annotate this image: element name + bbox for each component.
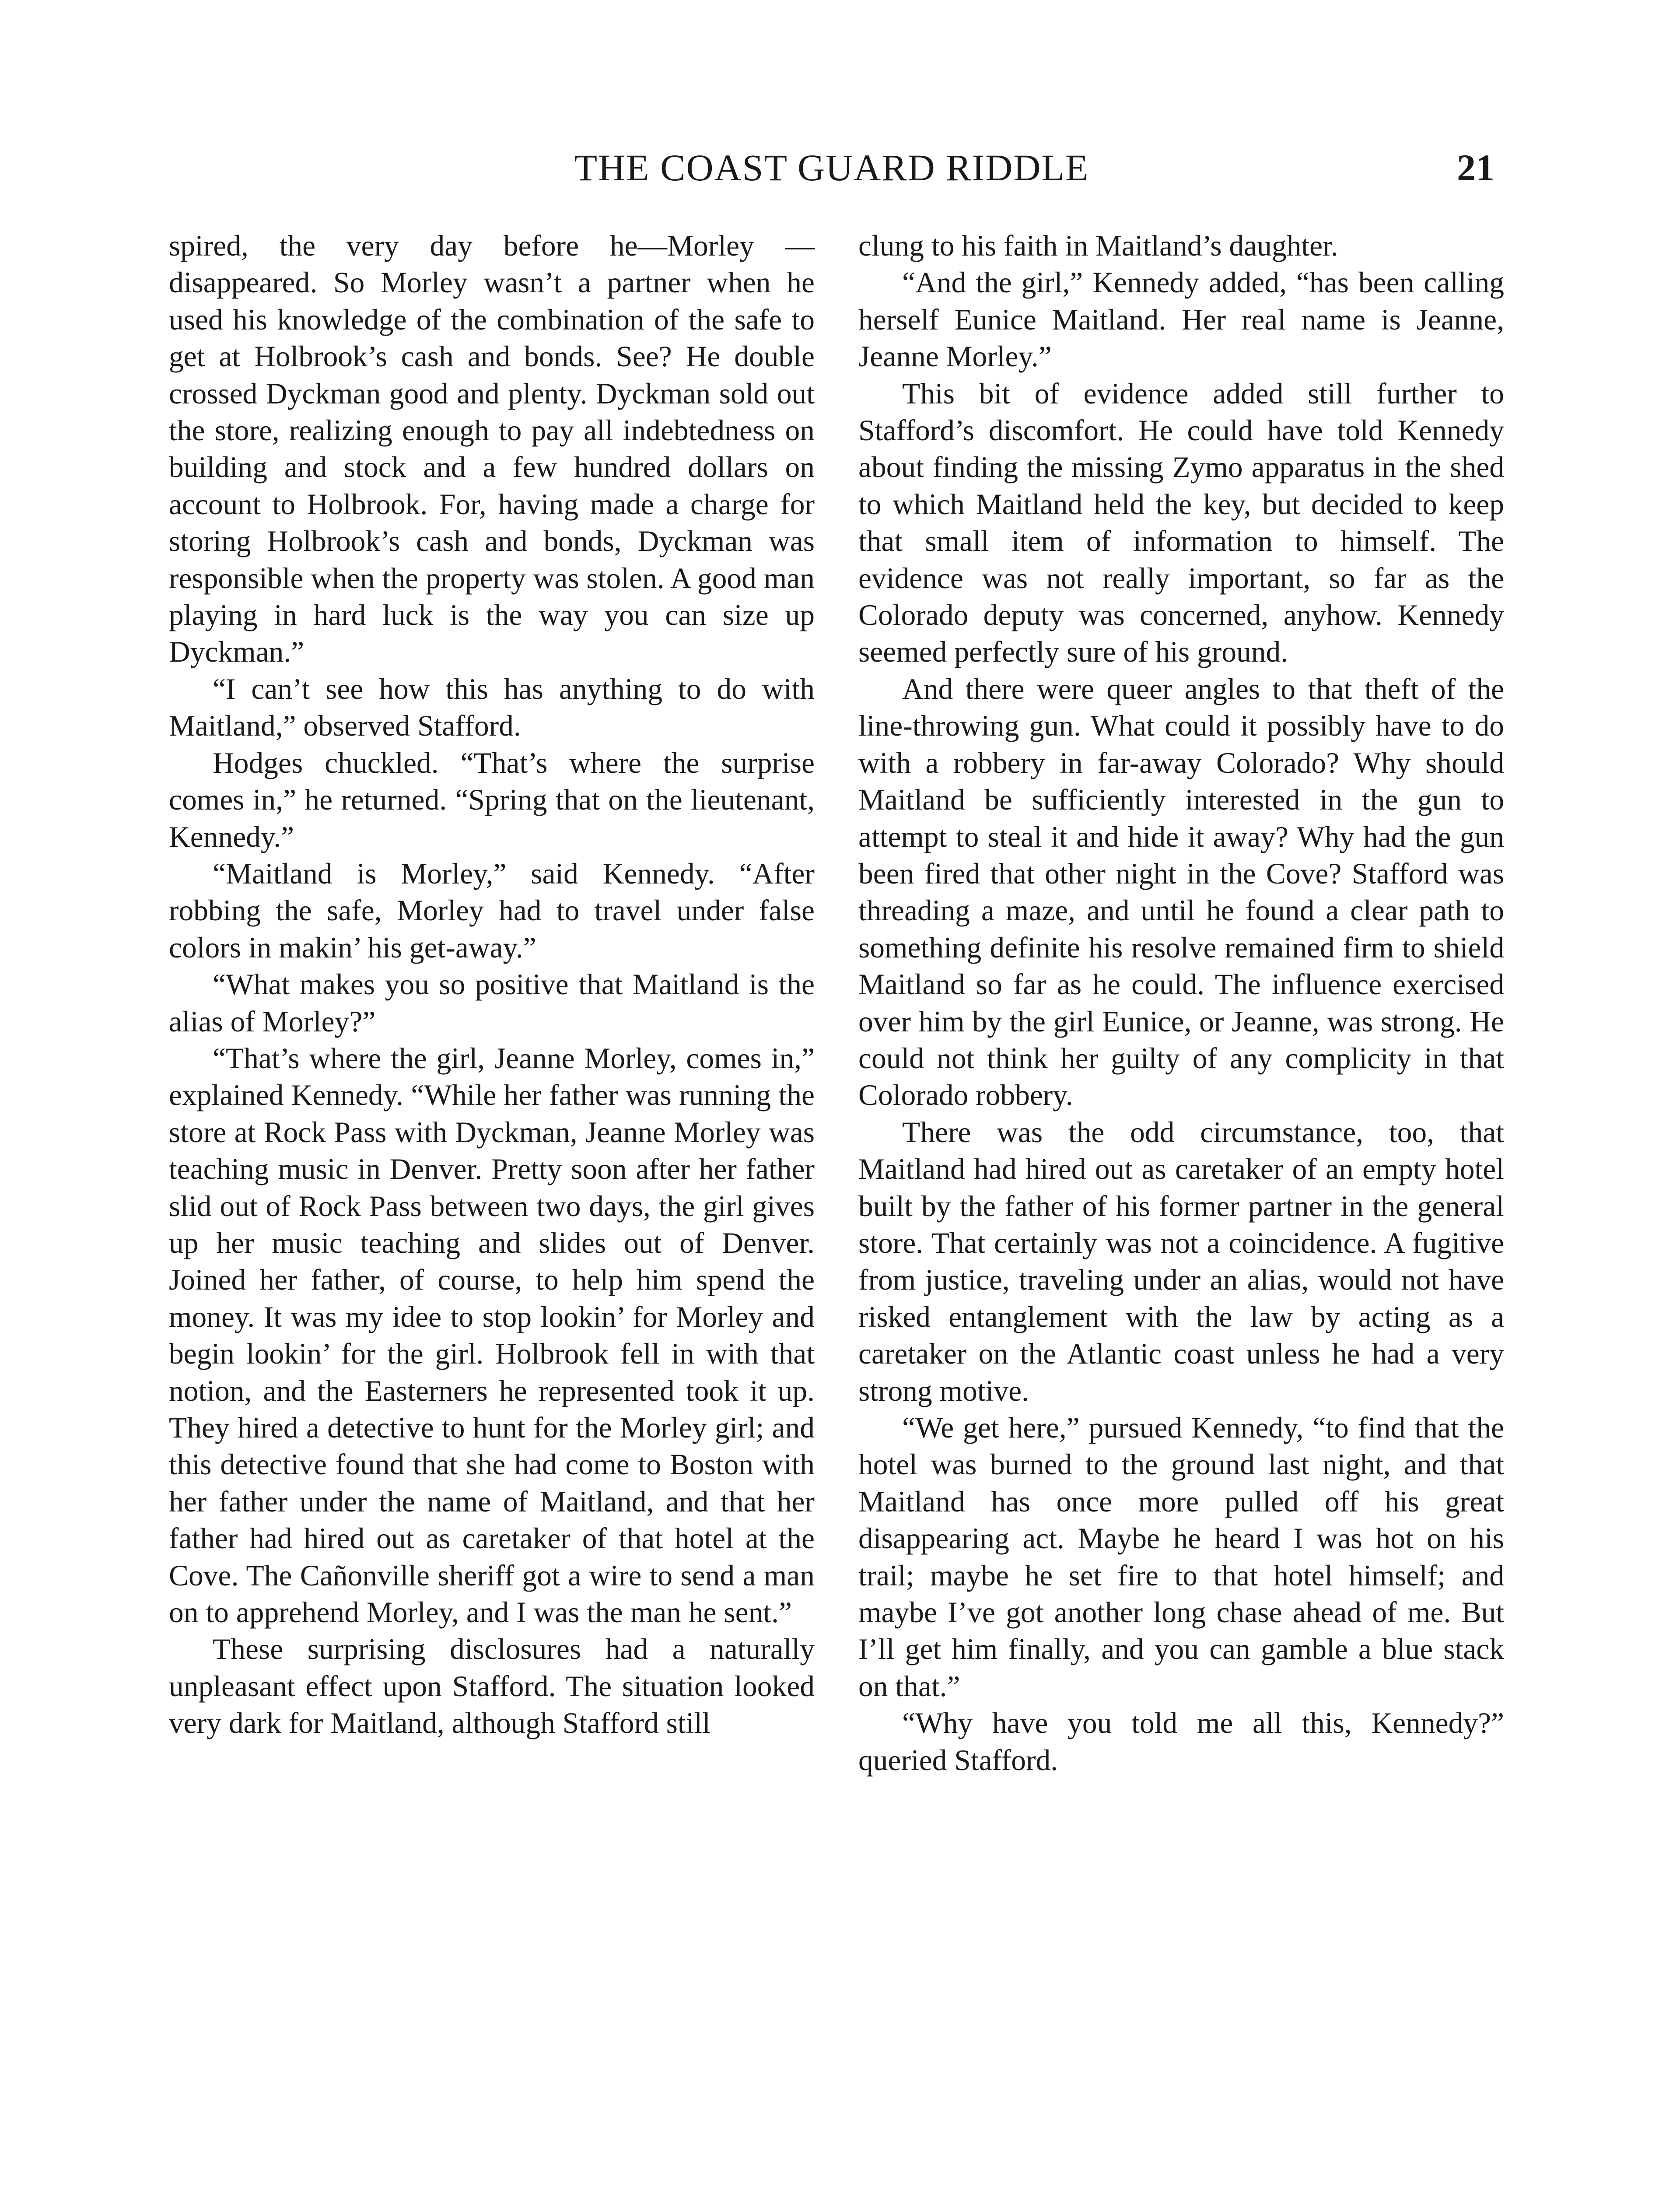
paragraph: And there were queer angles to that theft of the line-throwing gun. What could it possibly have to do with a robbery in far-away Colorado? Why should Maitland be sufficiently interested in the gun to attempt to steal it and hide it away? Why had the gun been fired that other night in the Cove? Stafford was threading a maze, and until he found a clear path to something definite his resolve remained firm to shield Maitland so far as he could. The influence exercised over him by the girl Eunice, or Jeanne, was strong. He could not think her guilty of any complicity in that Colorado robbery. bbox=[858, 672, 1504, 1112]
page-header bbox=[169, 146, 1494, 189]
paragraph: This bit of evidence added still further to Stafford’s discomfort. He could have told Kennedy about finding the missing Zymo apparatus in the shed to which Maitland held the key, but decided to keep that small item of information to himself. The evidence was not really important, so far as the Colorado deputy was concerned, anyhow. Kennedy seemed perfectly sure of his ground. bbox=[858, 377, 1504, 669]
page-number: 21 bbox=[1457, 147, 1494, 189]
paragraph: Hodges chuckled. “That’s where the surprise comes in,” he returned. “Spring that on the lieutenant, Kennedy.” bbox=[169, 746, 815, 853]
paragraph: “That’s where the girl, Jeanne Morley, comes in,” explained Kennedy. “While her father was running the store at Rock Pass with Dyckman, Jeanne Morley was teaching music in Denver. Pretty soon after her father slid out of Rock Pass between two days, the girl gives up her music teaching and slides out of Denver. Joined her father, of course, to help him spend the money. It was my idee to stop lookin’ for Morley and begin lookin’ for the girl. Holbrook fell in with that notion, and the Easterners he represented took it up. They hired a detective to hunt for the Morley girl; and this detective found that she had come to Boston with her father under the name of Maitland, and that her father had hired out as caretaker of that hotel at the Cove. The Cañonville sheriff got a wire to send a man on to apprehend Morley, and I was the man he sent.” bbox=[169, 1041, 815, 1629]
running-title: THE COAST GUARD RIDDLE bbox=[574, 147, 1089, 189]
paragraph: “We get here,” pursued Kennedy, “to find that the hotel was burned to the ground last night, and that Maitland has once more pulled off his great disappearing act. Maybe he heard I was hot on his trail; maybe he set fire to that hotel himself; and maybe I’ve got another long chase ahead of me. But I’ll get him finally, and you can gamble a blue stack on that.” bbox=[858, 1411, 1504, 1703]
paragraph: spired, the very day before he—Morley —disappeared. So Morley wasn’t a partner when he used his knowledge of the combination of the safe to get at Holbrook’s cash and bonds. See? He double crossed Dyckman good and plenty. Dyckman sold out the store, realizing enough to pay all indebtedness on building and stock and a few hundred dollars on account to Holbrook. For, having made a charge for storing Holbrook’s cash and bonds, Dyckman was responsible when the property was stolen. A good man playing in hard luck is the way you can size up Dyckman.” bbox=[169, 229, 815, 669]
left-column bbox=[169, 228, 815, 2188]
paragraph: These surprising disclosures had a naturally unpleasant effect upon Stafford. The situation looked very dark for Maitland, although Stafford still bbox=[169, 1633, 815, 1740]
paragraph: “Maitland is Morley,” said Kennedy. “After robbing the safe, Morley had to travel under false colors in makin’ his get-away.” bbox=[169, 857, 815, 964]
right-column bbox=[858, 228, 1504, 2188]
paragraph: “What makes you so positive that Maitland is the alias of Morley?” bbox=[169, 968, 815, 1038]
paragraph: “I can’t see how this has anything to do with Maitland,” observed Stafford. bbox=[169, 672, 815, 743]
paragraph: “Why have you told me all this, Kennedy?” queried Stafford. bbox=[858, 1707, 1504, 1777]
paragraph: clung to his faith in Maitland’s daughter. bbox=[858, 229, 1338, 262]
paragraph: “And the girl,” Kennedy added, “has been calling herself Eunice Maitland. Her real name is Jeanne, Jeanne Morley.” bbox=[858, 266, 1504, 373]
paragraph: There was the odd circumstance, too, that Maitland had hired out as caretaker of an empty hotel built by the father of his former partner in the general store. That certainly was not a coincidence. A fugitive from justice, traveling under an alias, would not have risked entanglement with the law by acting as a caretaker on the Atlantic coast unless he had a very strong motive. bbox=[858, 1115, 1504, 1407]
